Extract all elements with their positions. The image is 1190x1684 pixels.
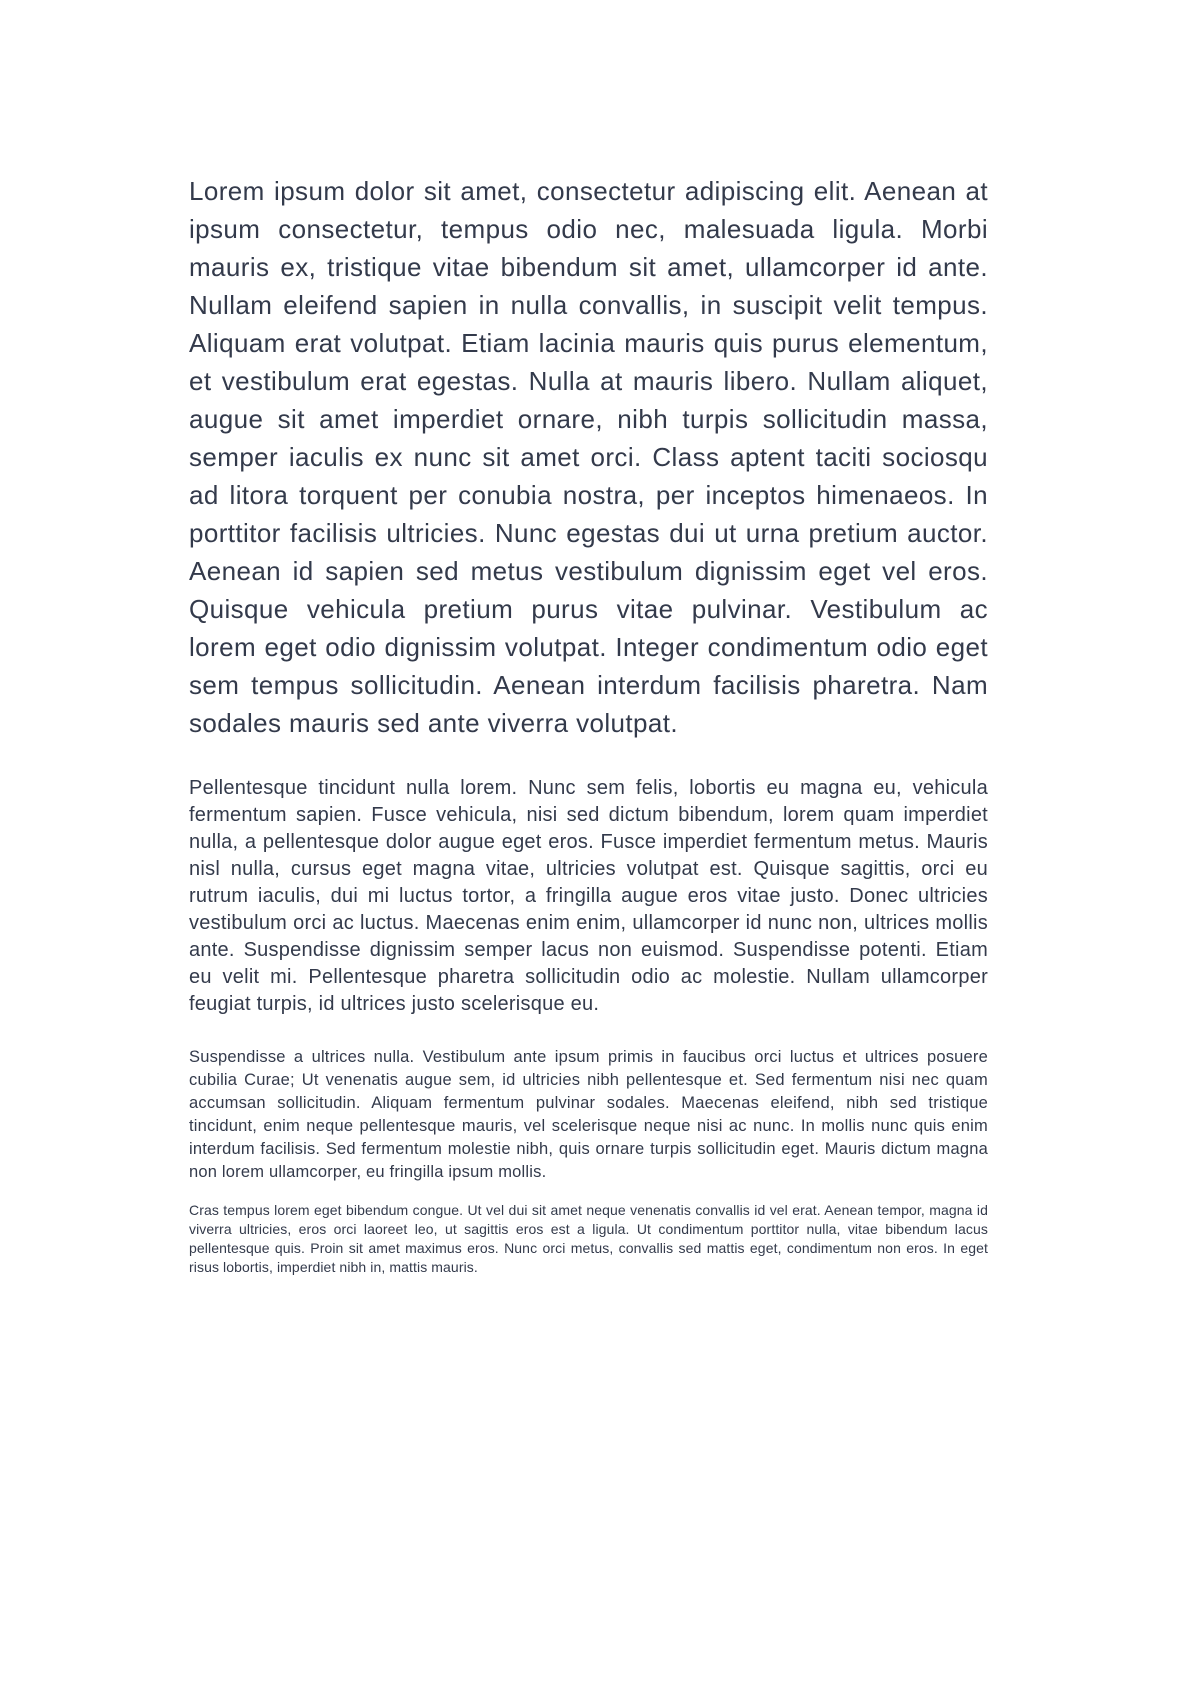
detail-paragraph: Suspendisse a ultrices nulla. Vestibulum ante ipsum primis in faucibus orci luctus et ultrices posuere cubilia Curae; Ut venenatis augue sem, id ultricies nibh pellentesque et. Sed fermentum nisi nec quam accumsan sollicitudin. Aliquam fermentum pulvinar sodales. Maecenas eleifend, nibh sed tristique tincidunt, enim neque pellentesque mauris, vel scelerisque neque nisi ac nunc. In mollis nunc quis enim interdum facilisis. Sed fermentum molestie nibh, quis ornare turpis sollicitudin eget. Mauris dictum magna non lorem ullamcorper, eu fringilla ipsum mollis. bbox=[189, 1048, 988, 1181]
body-paragraph: Pellentesque tincidunt nulla lorem. Nunc sem felis, lobortis eu magna eu, vehicula fermentum sapien. Fusce vehicula, nisi sed dictum bibendum, lorem quam imperdiet nulla, a pellentesque dolor augue eget eros. Fusce imperdiet fermentum metus. Mauris nisl nulla, cursus eget magna vitae, ultricies volutpat est. Quisque sagittis, orci eu rutrum iaculis, dui mi luctus tortor, a fringilla augue eros vitae justo. Donec ultricies vestibulum orci ac luctus. Maecenas enim enim, ullamcorper id nunc non, ultrices mollis ante. Suspendisse dignissim semper lacus non euismod. Suspendisse potenti. Etiam eu velit mi. Pellentesque pharetra sollicitudin odio ac molestie. Nullam ullamcorper feugiat turpis, id ultrices justo scelerisque eu. bbox=[189, 777, 988, 1015]
lead-paragraph: Lorem ipsum dolor sit amet, consectetur adipiscing elit. Aenean at ipsum consectetur, tempus odio nec, malesuada ligula. Morbi mauris ex, tristique vitae bibendum sit amet, ullamcorper id ante. Nullam eleifend sapien in nulla convallis, in suscipit velit tempus. Aliquam erat volutpat. Etiam lacinia mauris quis purus elementum, et vestibulum erat egestas. Nulla at mauris libero. Nullam aliquet, augue sit amet imperdiet ornare, nibh turpis sollicitudin massa, semper iaculis ex nunc sit amet orci. Class aptent taciti sociosqu ad litora torquent per conubia nostra, per inceptos himenaeos. In porttitor facilisis ultricies. Nunc egestas dui ut urna pretium auctor. Aenean id sapien sed metus vestibulum dignissim eget vel eros. Quisque vehicula pretium purus vitae pulvinar. Vestibulum ac lorem eget odio dignissim volutpat. Integer condimentum odio eget sem tempus sollicitudin. Aenean interdum facilisis pharetra. Nam sodales mauris sed ante viverra volutpat. bbox=[189, 176, 988, 738]
document-page bbox=[189, 172, 988, 1277]
fine-print-paragraph: Cras tempus lorem eget bibendum congue. Ut vel dui sit amet neque venenatis convallis id vel erat. Aenean tempor, magna id viverra ultricies, eros orci laoreet leo, ut sagittis eros est a ligula. Ut condimentum porttitor nulla, vitae bibendum lacus pellentesque quis. Proin sit amet maximus eros. Nunc orci metus, convallis sed mattis eget, condimentum non eros. In eget risus lobortis, imperdiet nibh in, mattis mauris. bbox=[189, 1202, 988, 1275]
